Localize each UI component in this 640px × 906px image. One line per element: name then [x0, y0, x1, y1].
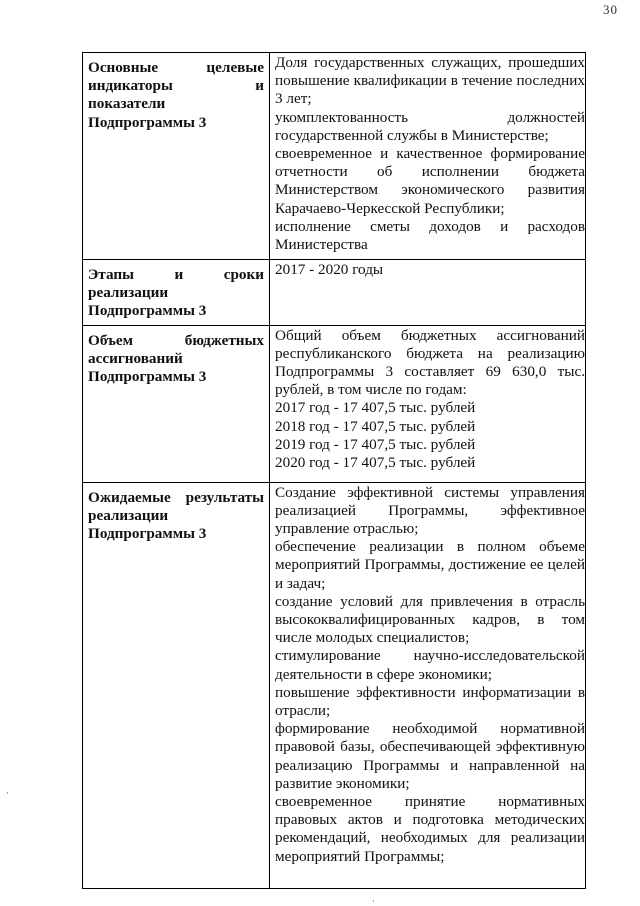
content-item: своевременное и качественное формирование отчетности об исполнении бюджета Министерством экономического развития Карачаево-Черкесской Республики; [275, 145, 585, 217]
row-content [270, 482, 586, 888]
row-content [270, 53, 586, 260]
content-item: 2017 год - 17 407,5 тыс. рублей [275, 399, 476, 417]
content-item: 2017 - 2020 годы [275, 261, 384, 278]
content-item: Доля государственных служащих, прошедших повышение квалификации в течение последних 3 лет; [275, 54, 585, 108]
table-row-indicators [83, 53, 586, 260]
content-item: исполнение сметы доходов и расходов Министерства [275, 217, 585, 254]
scan-speck: · [372, 896, 375, 906]
content-item: укомплектованность должностей государственной службы в Министерстве; [275, 108, 585, 144]
row-label: Объем бюджетных ассигнований Подпрограммы 3 [83, 325, 270, 482]
row-content [270, 260, 586, 326]
table-row-stages [83, 260, 586, 326]
table-row-budget [83, 325, 586, 482]
content-item: формирование необходимой нормативной правовой базы, обеспечивающей эффективную реализацию Программы и направленной на развитие экономики; [275, 720, 585, 792]
row-label: Этапы и сроки реализации Подпрограммы 3 [83, 260, 270, 326]
scan-speck: · [6, 788, 9, 798]
content-item: повышение эффективности информатизации в отрасли; [275, 683, 585, 720]
row-content [270, 325, 586, 482]
row-label: Ожидаемые результаты реализации Подпрограммы 3 [83, 482, 270, 888]
content-item: Общий объем бюджетных ассигнований республиканского бюджета на реализацию Подпрограммы 3 составляет 69 630,0 тыс. рублей, в том числе по годам: [275, 326, 585, 399]
content-item: 2020 год - 17 407,5 тыс. рублей [275, 454, 476, 472]
subprogram-passport-table [82, 52, 586, 889]
content-item: 2018 год - 17 407,5 тыс. рублей [275, 417, 476, 435]
page-number: 30 [603, 2, 618, 17]
content-item: обеспечение реализации в полном объеме мероприятий Программы, достижение ее целей и задач; [275, 538, 585, 592]
content-item: создание условий для привлечения в отрасль высококвалифицированных кадров, в том числе молодых специалистов; [275, 592, 585, 647]
content-item: стимулирование научно-исследовательской деятельности в сфере экономики; [275, 647, 585, 683]
content-item: своевременное принятие нормативных правовых актов и подготовка методических рекомендаций, необходимых для реализации мероприятий Программы; [275, 793, 585, 865]
table-row-results [83, 482, 586, 888]
content-item: 2019 год - 17 407,5 тыс. рублей [275, 435, 476, 453]
row-label: Основные целевые индикаторы и показатели Подпрограммы 3 [83, 53, 270, 260]
content-item: Создание эффективной системы управления реализацией Программы, эффективное управление отраслью; [275, 483, 585, 538]
